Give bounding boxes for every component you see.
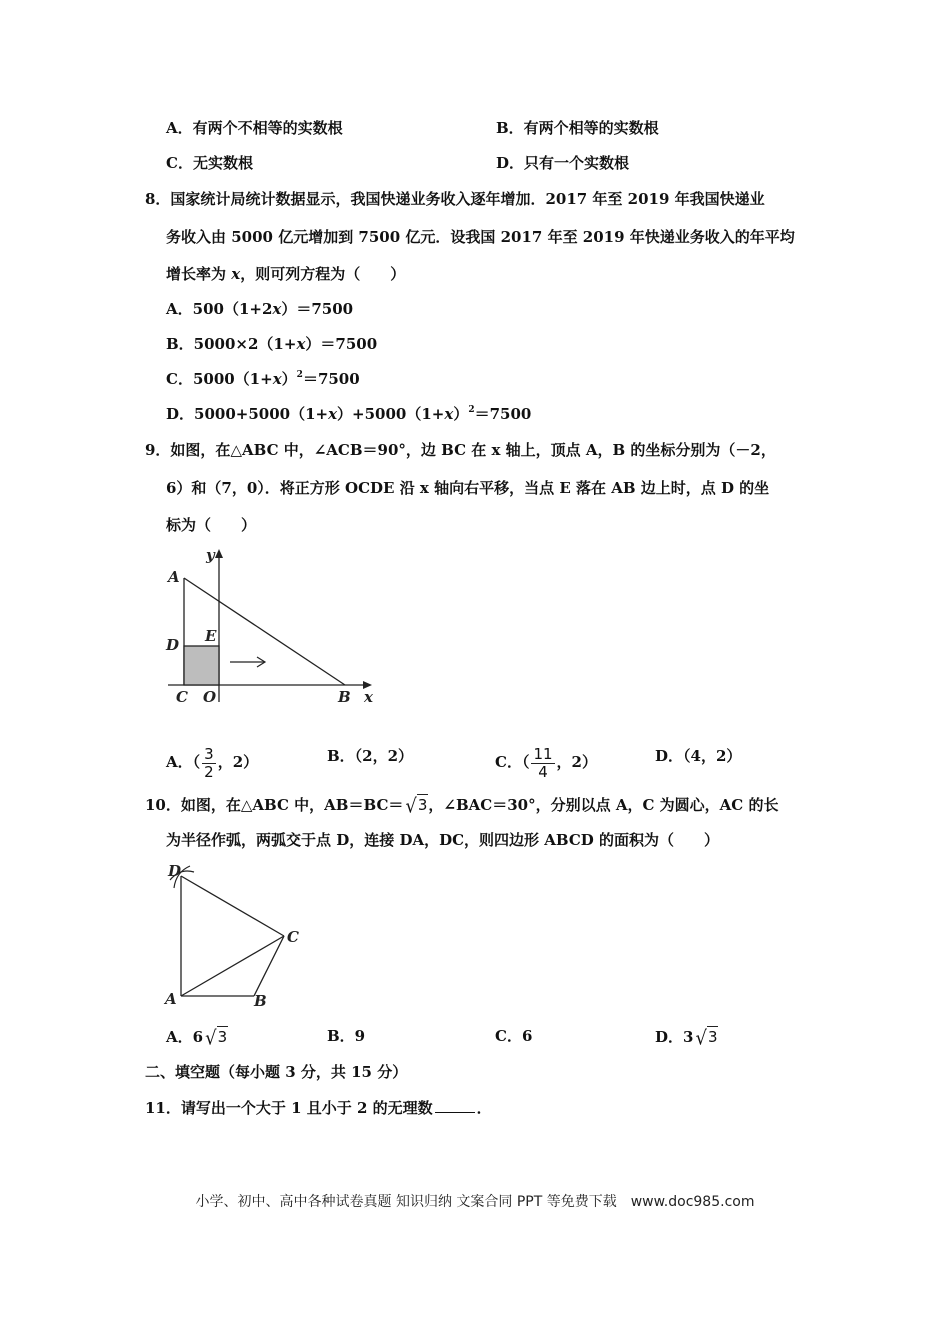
label-e: E [205, 627, 217, 645]
side-dc [181, 876, 284, 936]
q9-stem-line2: 6）和（7，0）．将正方形 OCDE 沿 x 轴向右平移，当点 E 落在 AB 边上时，点 D 的坐 [166, 479, 770, 497]
q8-stem-line2: 务收入由 5000 亿元增加到 7500 亿元．设我国 2017 年至 2019 年快递业务收入的年平均 [166, 228, 795, 246]
label-b: B [338, 688, 351, 706]
label-o: O [203, 688, 217, 706]
q10-option-d: D．3 √3 [655, 1026, 718, 1050]
q9-option-c: C．（ $\frac{11}{4}$ ，2） [495, 744, 597, 781]
section-2-heading: 二、填空题（每小题 3 分，共 15 分） [145, 1063, 408, 1081]
q9-option-a: A．（ $\frac{3}{2}$ ，2） [166, 744, 259, 781]
q8-option-a: A．500（1+2x）＝7500 [166, 300, 354, 318]
label-c: C [287, 928, 299, 946]
sqrt-3: √3 [405, 794, 428, 818]
q7-option-c: C．无实数根 [166, 154, 253, 172]
q8-stem-line3: 增长率为 x，则可列方程为（ ） [166, 265, 406, 283]
q10-figure [160, 858, 310, 1013]
label-c: C [176, 688, 188, 706]
sqrt-3: √3 [205, 1026, 228, 1050]
q10-stem-line2: 为半径作弧，两弧交于点 D，连接 DA，DC，则四边形 ABCD 的面积为（ ） [166, 831, 720, 849]
q9-stem-line1: 9．如图，在△ABC 中，∠ACB＝90°，边 BC 在 x 轴上，顶点 A，B 的坐标分别为（－2， [145, 441, 776, 459]
label-a: A [168, 568, 180, 586]
y-axis-arrow [215, 549, 223, 558]
q7-option-a: A．有两个不相等的实数根 [166, 119, 343, 137]
q10-option-a: A．6 √3 [166, 1026, 228, 1050]
q10-option-c: C．6 [495, 1027, 533, 1045]
square-ocde [184, 646, 219, 685]
label-d: D [166, 636, 180, 654]
fraction-3-2: $\frac{3}{2}$ [204, 744, 214, 781]
q9-option-b: B．（2，2） [327, 747, 414, 765]
q8-option-d: D．$5000+5000(1+x)+5000(1+x)^2=7500$ [166, 405, 532, 423]
q9-figure [160, 540, 390, 710]
q9-option-d: D．（4，2） [655, 747, 742, 765]
q9-stem-line3: 标为（ ） [166, 516, 257, 534]
label-a: A [165, 990, 177, 1008]
q8-option-b: B．5000×2（1+x）＝7500 [166, 335, 378, 353]
label-d: D [168, 862, 182, 880]
page-footer: 小学、初中、高中各种试卷真题 知识归纳 文案合同 PPT 等免费下载 www.doc985.com [195, 1194, 755, 1210]
q7-option-d: D．只有一个实数根 [496, 154, 630, 172]
q7-option-b: B．有两个相等的实数根 [496, 119, 659, 137]
q10-option-b: B．9 [327, 1027, 366, 1045]
label-b: B [254, 992, 267, 1010]
answer-blank [435, 1098, 475, 1113]
label-x: x [364, 688, 373, 706]
fraction-11-4: $\frac{11}{4}$ [533, 744, 553, 781]
sqrt-3: √3 [695, 1026, 718, 1050]
label-y: y [206, 546, 215, 564]
q10-stem-line1: 10．如图，在△ABC 中，AB＝BC＝ √3，∠BAC＝30°，分别以点 A，C 为圆心，AC 的长 [145, 794, 779, 818]
q8-option-c: C．$5000(1+x)^2=7500$ [166, 370, 360, 388]
q8-stem-line1: 8．国家统计局统计数据显示，我国快递业务收入逐年增加．2017 年至 2019 年我国快递业 [145, 190, 765, 208]
q11-stem: 11．请写出一个大于 1 且小于 2 的无理数 ． [145, 1099, 492, 1117]
